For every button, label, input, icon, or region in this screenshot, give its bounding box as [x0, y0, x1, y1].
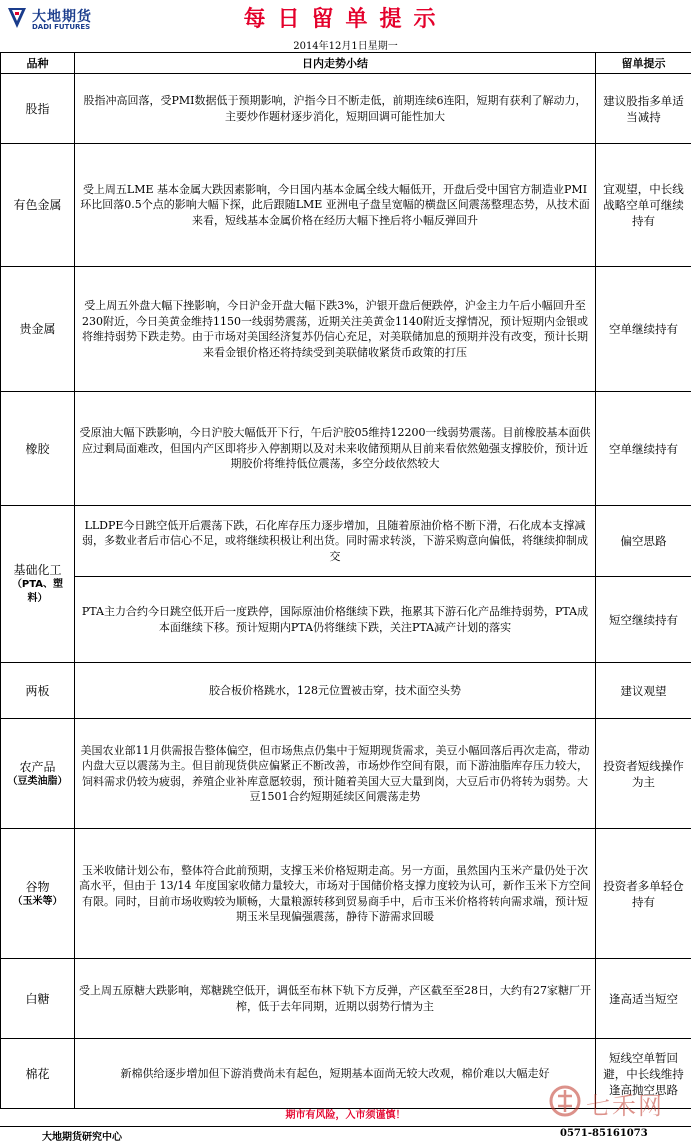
- table-row: [1, 719, 691, 829]
- category-cell: [1, 506, 75, 663]
- category-name: 白糖: [25, 991, 50, 1006]
- tip-cell: 建议股指多单适当减持: [596, 74, 691, 144]
- summary-cell: 受原油大幅下跌影响，今日沪胶大幅低开下行，午后沪胶05维持12200一线弱势震荡。目前橡胶基本面供应过剩局面难改，但国内产区即将步入停割期以及对未来收储预期从目前来看依然勉强支撑胶价，预计近期胶价将维持低位震荡，多空分歧依然较大: [75, 392, 596, 506]
- category-name: 农产品: [19, 759, 56, 774]
- table-row: [1, 392, 691, 506]
- table-row: [1, 144, 691, 267]
- summary-cell: 股指冲高回落，受PMI数据低于预期影响，沪指今日不断走低，前期连续6连阳，短期有获利了解动力，主要炒作题材逐步消化，短期回调可能性加大: [75, 74, 596, 144]
- category-subname: （PTA、塑料）: [11, 579, 64, 604]
- watermark-text: 七禾网: [586, 1092, 664, 1120]
- table-row: [1, 959, 691, 1039]
- category-cell: [1, 392, 75, 506]
- summary-cell: 受上周五外盘大幅下挫影响，今日沪金开盘大幅下跌3%，沪银开盘后便跌停，沪金主力午后小幅回升至230附近，今日美黄金维持1150一线弱势震荡，近期关注美黄金1140附近支撑情况，预计短期内金银或将维持弱势下跌走势。由于市场对美国经济复苏仍信心充足，对美联储加息的预期并没有改变，预计长期来看金银价格还将持续受到美联储收紧货币政策的打压: [75, 267, 596, 392]
- table-header-row: [1, 53, 691, 74]
- category-subname: （豆类油脂）: [7, 775, 68, 787]
- category-cell: [1, 829, 75, 959]
- logo-text-cn: 大地期货: [32, 9, 92, 25]
- tip-cell: 宜观望，中长线战略空单可继续持有: [596, 144, 691, 267]
- col-header-tip: 留单提示: [596, 53, 691, 74]
- page-title: 每日留单提示: [243, 7, 448, 32]
- category-name: 贵金属: [19, 322, 56, 336]
- category-name: 谷物: [25, 879, 50, 894]
- col-header-category: 品种: [1, 53, 75, 74]
- category-cell: [1, 74, 75, 144]
- summary-cell: 受上周五原糖大跌影响，郑糖跳空低开，调低至布林下轨下方反弹，产区截至至28日，大约有27家糖厂开榨，低于去年同期，近期以弱势行情为主: [75, 959, 596, 1039]
- table-row: [1, 829, 691, 959]
- category-cell: [1, 1039, 75, 1109]
- tip-cell: 建议观望: [596, 663, 691, 719]
- summary-cell: 美国农业部11月供需报告整体偏空，但市场焦点仍集中于短期现货需求，美豆小幅回落后再次走高，带动内盘大豆以震荡为主。但目前现货供应偏紧正不断改善，市场炒作空间有限，而下游油脂库存压力较大，饲料需求仍较为疲弱，养殖企业补库意愿较弱，预计随着美国大豆大量到岗，大豆后市仍将转为弱势。大豆1501合约短期延续区间震荡走势: [75, 719, 596, 829]
- category-subname: （玉米等）: [12, 895, 63, 907]
- summary-cell: PTA主力合约今日跳空低开后一度跌停，国际原油价格继续下跌，拖累其下游石化产品维持弱势，PTA成本面继续下移。预计短期内PTA仍将继续下跌，关注PTA减产计划的落实: [75, 577, 596, 663]
- category-cell: [1, 663, 75, 719]
- tip-cell: 短线空单暂回避，中长线维持逢高抛空思路: [596, 1039, 691, 1109]
- company-logo: [6, 6, 116, 34]
- tip-cell: 投资者多单轻仓持有: [596, 829, 691, 959]
- table-row: [1, 577, 691, 663]
- category-cell: [1, 267, 75, 392]
- risk-warning: 期市有风险，入市须谨慎！: [0, 1106, 691, 1127]
- footer-company: 大地期货研究中心: [42, 1132, 122, 1143]
- col-header-summary: 日内走势小结: [75, 53, 596, 74]
- category-name: 有色金属: [13, 198, 62, 212]
- category-name: 基础化工: [13, 563, 62, 577]
- tip-cell: 逢高适当短空: [596, 959, 691, 1039]
- tip-cell: 投资者短线操作为主: [596, 719, 691, 829]
- summary-cell: 新棉供给逐步增加但下游消费尚未有起色，短期基本面尚无较大改观，棉价难以大幅走好: [75, 1039, 596, 1109]
- table-row: [1, 663, 691, 719]
- summary-cell: LLDPE今日跳空低开后震荡下跌，石化库存压力逐步增加，且随着原油价格不断下滑，石化成本支撑减弱，多数业者后市信心不足，或将继续积极让利出货。同时需求转淡，下游采购意向偏低，将继续抑制成交: [75, 506, 596, 577]
- page-header: [0, 0, 691, 36]
- logo-text-en: DADI FUTURES: [32, 23, 91, 31]
- tip-cell: 短空继续持有: [596, 577, 691, 663]
- report-date: 2014年12月1日星期一: [293, 41, 398, 52]
- category-name: 两板: [25, 683, 50, 698]
- logo-mark-icon: [6, 6, 28, 30]
- category-cell: [1, 144, 75, 267]
- tip-cell: 偏空思路: [596, 506, 691, 577]
- category-cell: [1, 719, 75, 829]
- category-name: 股指: [25, 101, 50, 116]
- table-row: [1, 74, 691, 144]
- summary-cell: 玉米收储计划公布，整体符合此前预期，支撑玉米价格短期走高。另一方面，虽然国内玉米产量仍处于次高水平，但由于 13/14 年度国家收储力量较大，市场对于国储价格支撑力度较为认可，新作玉米下方空间有限。同时，目前市场收购较为顺畅，大量粮源转移到贸易商手中，后市玉米价格将转向需求端，预计短期玉米呈现偏强震荡，静待下游需求回暖: [75, 829, 596, 959]
- category-name: 棉花: [25, 1066, 50, 1081]
- tip-cell: 空单继续持有: [596, 267, 691, 392]
- tips-table: [0, 52, 691, 1109]
- table-row: [1, 506, 691, 577]
- summary-cell: 受上周五LME 基本金属大跌因素影响，今日国内基本金属全线大幅低开，开盘后受中国官方制造业PMI环比回落0.5个点的影响大幅下探，此后跟随LME 亚洲电子盘呈宽幅的横盘区间震荡整理态势，从技术面来看，短线基本金属价格在经历大幅下挫后将小幅反弹回升: [75, 144, 596, 267]
- category-cell: [1, 959, 75, 1039]
- summary-cell: 胶合板价格跳水，128元位置被击穿，技术面空头势: [75, 663, 596, 719]
- category-name: 橡胶: [25, 441, 50, 456]
- tip-cell: 空单继续持有: [596, 392, 691, 506]
- footer-phone: 0571-85161073: [560, 1128, 648, 1139]
- table-row: [1, 267, 691, 392]
